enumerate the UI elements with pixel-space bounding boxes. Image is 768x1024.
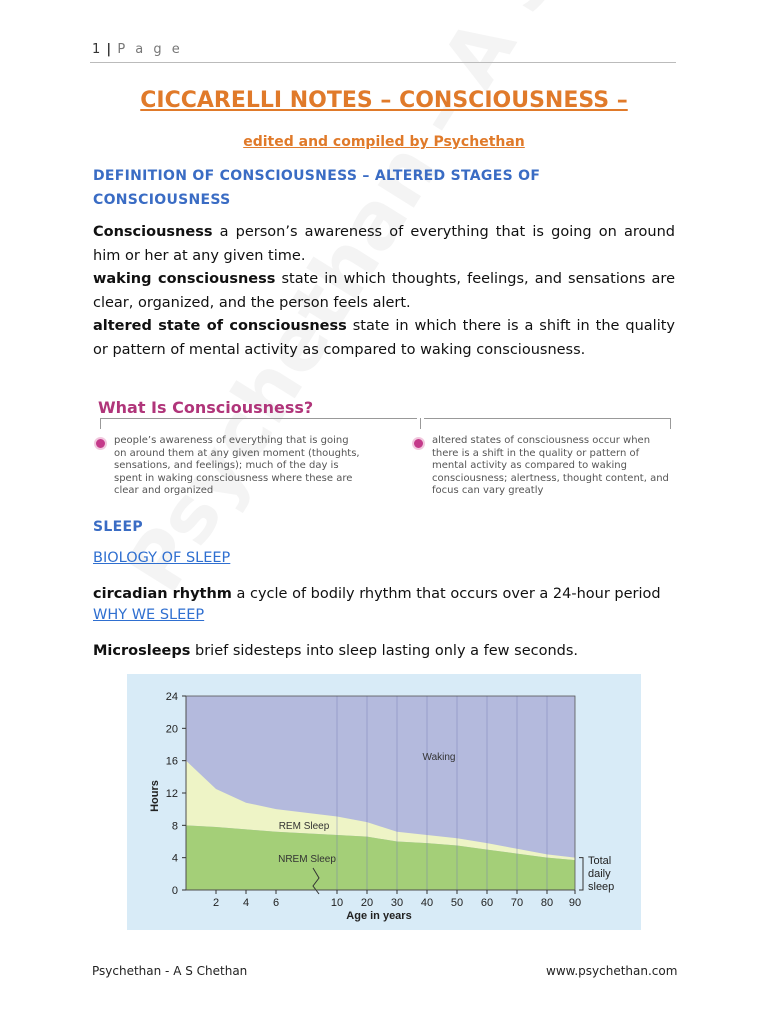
region-label: NREM Sleep xyxy=(278,854,336,865)
x-tick-label: 70 xyxy=(510,897,524,909)
sleep-chart xyxy=(127,674,641,930)
page-number xyxy=(92,42,183,57)
sleep-chart-svg xyxy=(127,674,641,930)
page-separator: | xyxy=(106,42,113,57)
microsleeps-definition xyxy=(93,640,675,664)
y-tick-label: 12 xyxy=(165,788,178,800)
x-tick-label: 20 xyxy=(360,897,374,909)
sleep-heading: SLEEP xyxy=(93,519,143,535)
footer-author: Psychethan - A S Chethan xyxy=(92,964,248,978)
definition-term: altered state of consciousness xyxy=(93,318,347,334)
x-tick-label: 6 xyxy=(272,897,280,909)
definition-term: Consciousness xyxy=(93,224,213,240)
section-heading-line1: DEFINITION OF CONSCIOUSNESS – ALTERED STAGES OF xyxy=(93,168,541,184)
total-sleep-label: daily xyxy=(588,868,611,880)
biology-of-sleep-link[interactable]: BIOLOGY OF SLEEP xyxy=(93,550,231,566)
definition-waking xyxy=(93,268,675,315)
total-sleep-label: Total xyxy=(588,855,612,867)
x-tick-label: 80 xyxy=(540,897,554,909)
y-axis-label: Hours xyxy=(149,780,161,812)
definition-text: state in which thoughts, feelings, and sensations are clear, organized, and the person feels alert. xyxy=(93,271,675,311)
page-word: P a g e xyxy=(117,42,183,57)
concept-figure xyxy=(92,392,676,496)
concept-rule-left xyxy=(100,418,417,429)
concept-title: What Is Consciousness? xyxy=(98,398,314,417)
x-tick-label: 60 xyxy=(480,897,494,909)
circadian-definition xyxy=(93,583,675,607)
concept-rule-divider xyxy=(420,418,421,429)
section-heading-definition xyxy=(93,164,540,212)
definition-text: a person’s awareness of everything that is going on around him or her at any given time. xyxy=(93,224,675,264)
definition-text: brief sidesteps into sleep lasting only a few seconds. xyxy=(190,643,579,659)
x-tick-label: 40 xyxy=(420,897,434,909)
y-tick-label: 20 xyxy=(165,723,178,736)
y-tick-label: 4 xyxy=(171,852,178,865)
concept-bullet-left xyxy=(94,437,107,450)
definition-text: state in which there is a shift in the quality or pattern of mental activity as compared to waking consciousness. xyxy=(93,318,675,358)
x-tick-label: 4 xyxy=(242,897,250,909)
definition-altered xyxy=(93,315,675,362)
header-rule xyxy=(90,62,676,63)
y-tick-label: 0 xyxy=(171,885,178,897)
x-tick-label: 2 xyxy=(212,897,220,909)
definition-term: waking consciousness xyxy=(93,271,276,287)
why-we-sleep-link[interactable]: WHY WE SLEEP xyxy=(93,607,205,623)
definitions xyxy=(93,221,675,362)
footer-website[interactable]: www.psychethan.com xyxy=(546,964,678,978)
document-title: CICCARELLI NOTES – CONSCIOUSNESS – xyxy=(140,88,628,113)
region-label: REM Sleep xyxy=(278,821,330,832)
concept-bullet-right xyxy=(412,437,425,450)
x-tick-label: 10 xyxy=(330,897,344,909)
region-label: Waking xyxy=(422,752,456,763)
x-tick-label: 50 xyxy=(450,897,464,909)
y-tick-label: 16 xyxy=(165,755,178,768)
total-sleep-label: sleep xyxy=(588,881,615,893)
x-tick-label: 30 xyxy=(390,897,404,909)
page-number-value: 1 xyxy=(92,42,102,57)
concept-rule-right xyxy=(424,418,671,429)
document-subtitle: edited and compiled by Psychethan xyxy=(243,134,525,150)
x-axis-label: Age in years xyxy=(346,910,412,922)
total-sleep-bracket xyxy=(579,858,583,890)
concept-text-right: altered states of consciousness occur when there is a shift in the quality or pattern of mental activity as compared to waking consciousness; alertness, thought content, and focus can vary greatly xyxy=(432,435,669,496)
x-tick-label: 90 xyxy=(568,897,582,909)
y-tick-label: 8 xyxy=(171,820,178,833)
section-heading-line2: CONSCIOUSNESS xyxy=(93,192,231,208)
concept-text-left: people’s awareness of everything that is going on around them at any given moment (thoughts, sensations, and feelings); much of the day is spent in waking consciousness where these are clear and organized xyxy=(114,435,360,496)
y-tick-label: 24 xyxy=(165,691,178,703)
definition-text: a cycle of bodily rhythm that occurs over a 24-hour period xyxy=(231,586,661,602)
definition-term: circadian rhythm xyxy=(93,586,232,602)
definition-term: Microsleeps xyxy=(93,643,191,659)
definition-consciousness xyxy=(93,221,675,268)
